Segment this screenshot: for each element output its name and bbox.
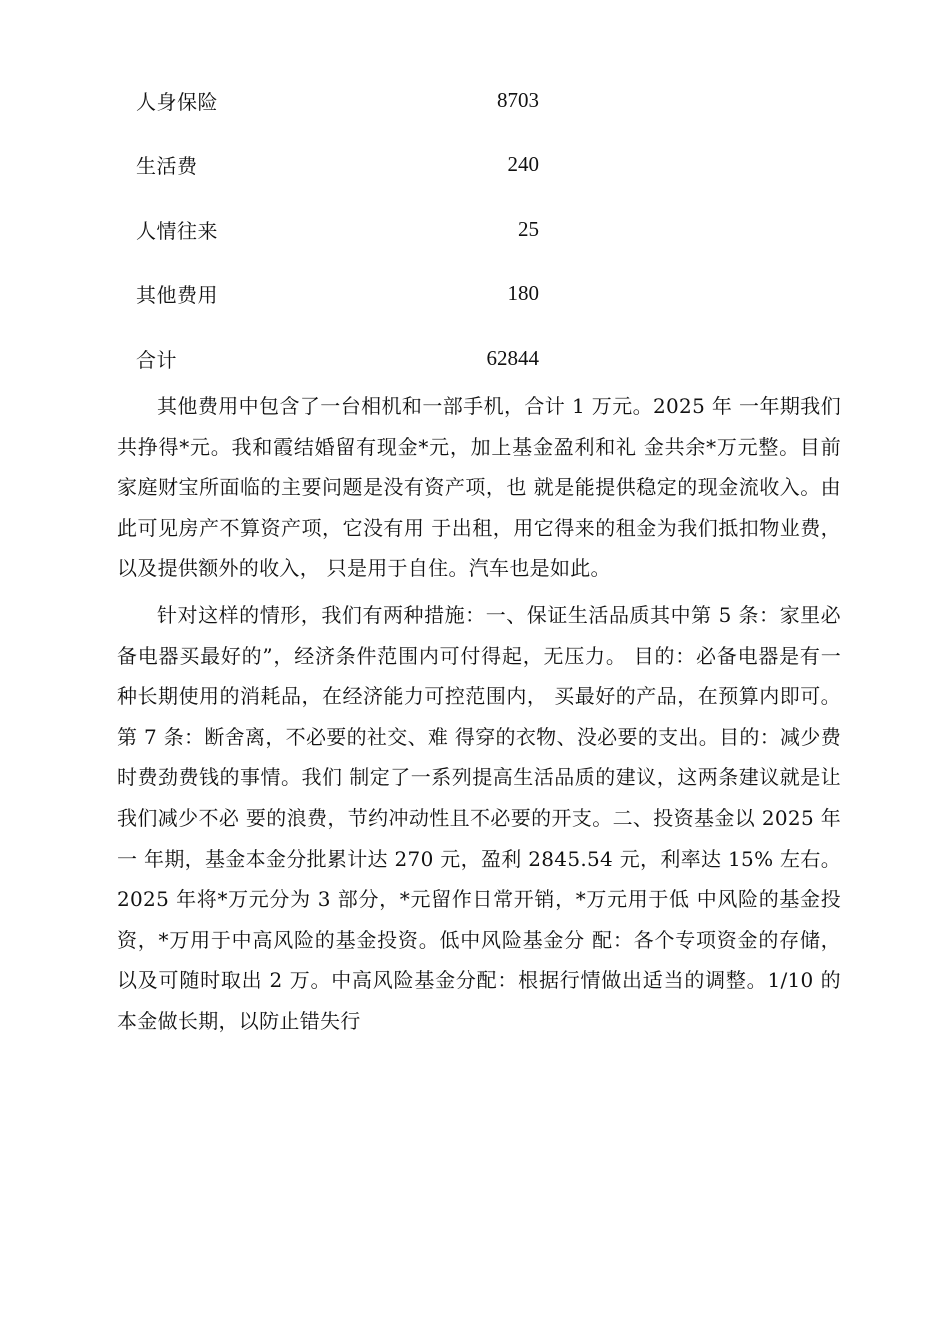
expense-row-insurance	[136, 68, 556, 133]
expense-label: 人情往来	[136, 218, 218, 243]
expense-label: 其他费用	[136, 283, 218, 308]
expense-value: 25	[518, 216, 539, 241]
expense-label: 合计	[136, 347, 177, 372]
body-text	[117, 386, 841, 1048]
expense-label: 人身保险	[136, 89, 218, 114]
paragraph: 针对这样的情形，我们有两种措施：一、保证生活品质其中第 5 条：家里必备电器买最好的”，经济条件范围内可付得起，无压力。 目的：必备电器是有一种长期使用的消耗品，在经济能力可控范围内， 买最好的产品，在预算内即可。第 7 条：断舍离，不必要的社交、难 得穿的衣物、没必要的支出。目的：减少费时费劲费钱的事情。我们 制定了一系列提高生活品质的建议，这两条建议就是让我们减少不必 要的浪费，节约冲动性且不必要的开支。二、投资基金以 2025 年一 年期，基金本金分批累计达 270 元，盈利 2845.54 元，利率达 15% 左右。2025 年将*万元分为 3 部分，*元留作日常开销，*万元用于低 中风险的基金投资，*万用于中高风险的基金投资。低中风险基金分 配：各个专项资金的存储，以及可随时取出 2 万。中高风险基金分配：根据行情做出适当的调整。1/10 的本金做长期，以防止错失行	[117, 602, 841, 1033]
expense-value: 240	[507, 152, 539, 177]
expense-row-total	[136, 326, 556, 391]
expense-value: 180	[507, 281, 539, 306]
expense-row-living	[136, 133, 556, 198]
expense-row-social	[136, 197, 556, 262]
expense-label: 生活费	[136, 154, 198, 179]
paragraph: 其他费用中包含了一台相机和一部手机，合计 1 万元。2025 年 一年期我们共挣得*元。我和霞结婚留有现金*元，加上基金盈利和礼 金共余*万元整。目前家庭财宝所面临的主要问题是没有资产项，也 就是能提供稳定的现金流收入。由此可见房产不算资产项，它没有用 于出租，用它得来的租金为我们抵扣物业费，以及提供额外的收入， 只是用于自住。汽车也是如此。	[117, 394, 841, 581]
expense-value: 8703	[497, 87, 539, 112]
expense-table	[136, 68, 556, 391]
expense-value: 62844	[486, 345, 539, 370]
expense-row-other	[136, 262, 556, 327]
